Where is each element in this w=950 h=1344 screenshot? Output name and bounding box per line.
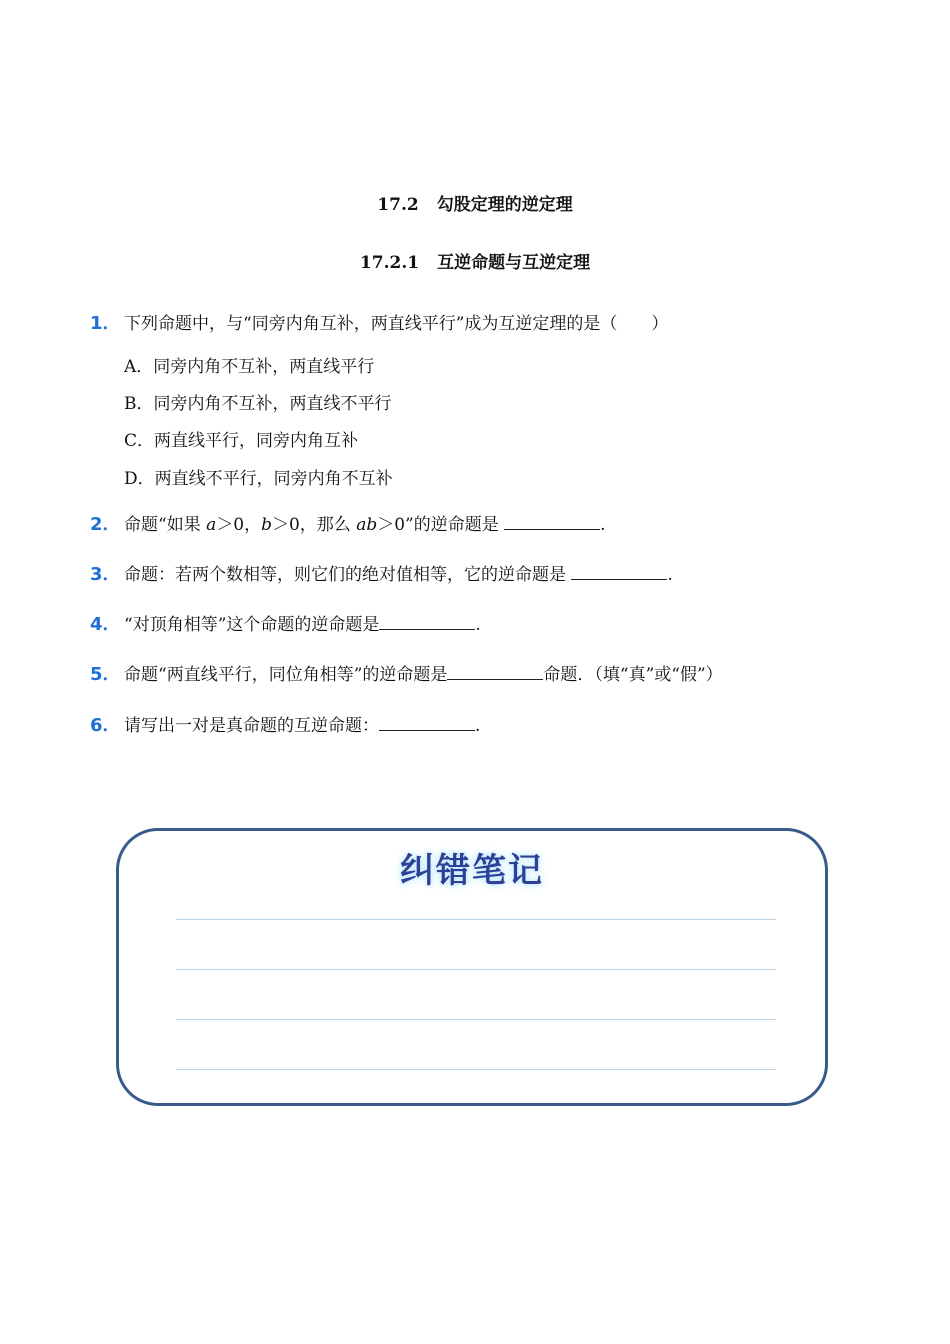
answer-blank[interactable] (571, 562, 667, 580)
question-text: 命题“两直线平行，同位角相等”的逆命题是 (124, 665, 448, 685)
question-number: 5． (90, 664, 121, 685)
question-text: 命题“如果 (124, 515, 207, 535)
question-number: 6． (90, 715, 121, 736)
section-title (0, 190, 950, 215)
note-line (176, 969, 776, 970)
section-number: 17.2 (377, 195, 419, 215)
question-number: 3． (90, 564, 121, 585)
question-3 (90, 562, 673, 586)
subsection-title-text: 互逆命题与互逆定理 (437, 253, 591, 273)
question-text-end: . (475, 615, 481, 635)
question-number: 1． (90, 313, 121, 334)
question-text: ＞0， (216, 515, 262, 535)
variable-a: a (206, 515, 217, 535)
answer-blank[interactable] (379, 713, 475, 731)
question-4 (90, 612, 481, 636)
subsection-number: 17.2.1 (359, 253, 420, 273)
option-b: B．同旁内角不互补，两直线不平行 (124, 394, 392, 414)
question-1 (90, 313, 668, 335)
question-text: ＞0，那么 (271, 515, 357, 535)
note-line (176, 1069, 776, 1070)
variable-ab: ab (356, 515, 378, 535)
question-number: 2． (90, 514, 121, 535)
answer-blank[interactable] (379, 612, 475, 630)
question-text-end: . (475, 716, 481, 736)
question-2 (90, 512, 606, 536)
note-line (176, 1019, 776, 1020)
question-6 (90, 713, 480, 737)
question-text: 请写出一对是真命题的互逆命题： (124, 716, 379, 736)
note-line (176, 919, 776, 920)
variable-b: b (261, 515, 272, 535)
question-text-end: . (667, 565, 673, 585)
section-title-text: 勾股定理的逆定理 (436, 195, 573, 215)
question-number: 4． (90, 614, 121, 635)
question-text-end: 命题．（填“真”或“假”） (543, 665, 723, 685)
option-d: D．两直线不平行，同旁内角不互补 (124, 469, 393, 489)
question-text: 命题：若两个数相等，则它们的绝对值相等，它的逆命题是 (124, 565, 572, 585)
question-5 (90, 662, 723, 686)
subsection-title (0, 248, 950, 273)
question-text-end: . (600, 515, 606, 535)
question-text: 下列命题中，与“同旁内角互补，两直线平行”成为互逆定理的是（ ） (124, 314, 669, 334)
question-text: ＞0”的逆命题是 (377, 515, 505, 535)
answer-blank[interactable] (447, 662, 543, 680)
question-text: “对顶角相等”这个命题的逆命题是 (124, 615, 380, 635)
correction-notes-box (116, 828, 828, 1106)
option-c: C．两直线平行，同旁内角互补 (124, 431, 359, 451)
answer-blank[interactable] (504, 512, 600, 530)
option-a: A．同旁内角不互补，两直线平行 (124, 357, 375, 377)
notes-title: 纠错笔记 (400, 851, 544, 891)
